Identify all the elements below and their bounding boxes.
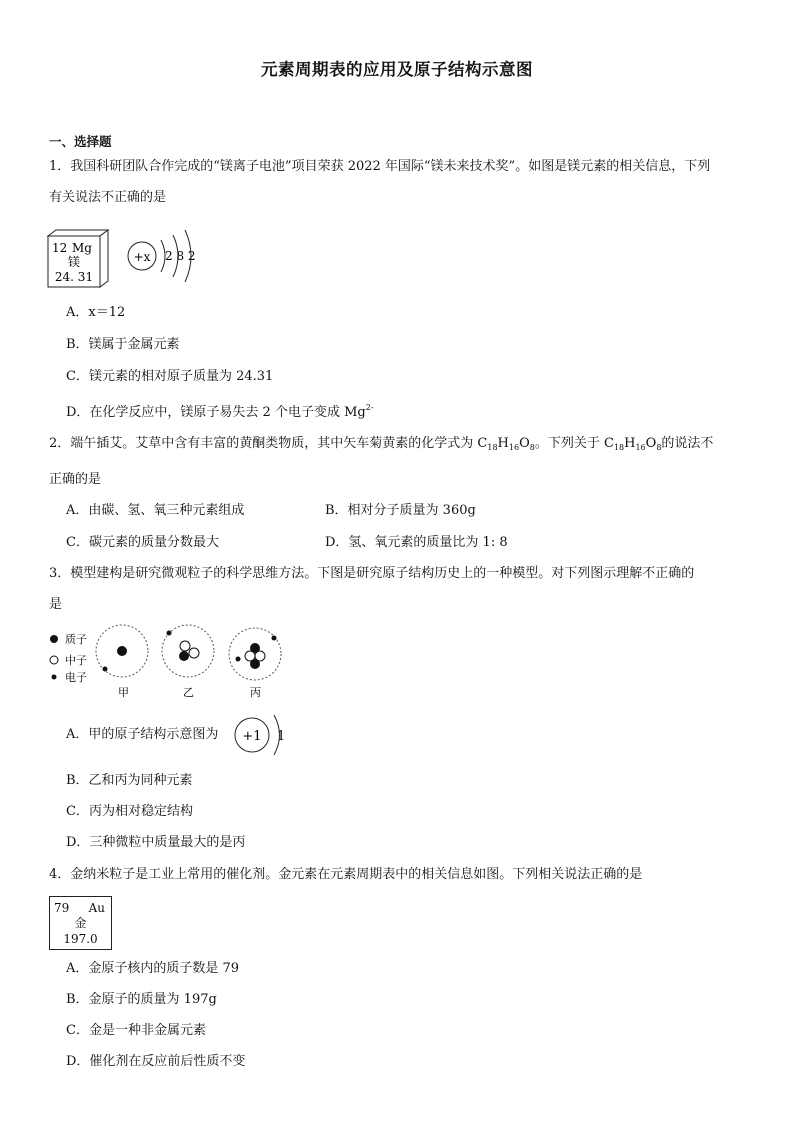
- yi-neutron: [180, 641, 190, 651]
- q4-option-a[interactable]: A．金原子核内的质子数是 79: [66, 961, 240, 976]
- label-bing: 丙: [250, 686, 261, 699]
- au-element-cell: [49, 896, 112, 950]
- yi-neutron: [189, 648, 199, 658]
- au-mass: 197.0: [63, 932, 98, 946]
- formula-h: H: [497, 436, 509, 451]
- au-atomic-number: 79: [54, 901, 70, 915]
- q1-stem-line1: 1．我国科研团队合作完成的“镁离子电池”项目荣获 2022 年国际“镁未来技术奖”。如图是镁元素的相关信息，下列: [49, 159, 711, 174]
- q3-option-d[interactable]: D．三种微粒中质量最大的是丙: [66, 835, 246, 850]
- q4-option-b[interactable]: B．金原子的质量为 197g: [66, 992, 217, 1007]
- q1-option-d-text: D．在化学反应中，镁原子易失去 2 个电子变成 Mg: [66, 405, 366, 420]
- bing-electron: [272, 636, 277, 641]
- q3-stem-line2: 是: [49, 597, 63, 612]
- formula-sub: 8: [656, 443, 662, 452]
- q2-stem-line2: 正确的是: [49, 472, 102, 487]
- formula-o: O: [519, 436, 530, 451]
- formula-h: H: [624, 436, 636, 451]
- au-symbol: Au: [88, 901, 105, 915]
- formula-sub: 16: [635, 443, 646, 452]
- label-yi: 乙: [183, 686, 194, 699]
- mg-symbol: Mg: [72, 241, 92, 255]
- mg-nucleus-label: +x: [133, 250, 151, 264]
- q4-option-c[interactable]: C．金是一种非金属元素: [66, 1023, 206, 1038]
- q2-stem-text: 2．端午插艾。艾草中含有丰富的黄酮类物质，其中矢车菊黄素的化学式为 C: [49, 436, 488, 451]
- hydrogen-structure-diagram: [231, 714, 291, 756]
- h-shell-electrons: 1: [277, 729, 286, 744]
- mg-name: 镁: [67, 255, 81, 269]
- yi-electron: [167, 631, 172, 636]
- legend-proton-label: 质子: [65, 633, 87, 646]
- q1-option-d-charge: 2-: [365, 403, 374, 412]
- formula-sub: 8: [529, 443, 535, 452]
- au-name: 金: [74, 916, 87, 930]
- legend-electron-marker: [52, 675, 57, 680]
- q2-option-b[interactable]: B．相对分子质量为 360g: [325, 503, 476, 518]
- bing-electron: [236, 657, 241, 662]
- formula-sub: 16: [508, 443, 520, 452]
- atom-models-figure: [46, 622, 296, 702]
- formula-o: O: [645, 436, 657, 451]
- q2-option-d[interactable]: D．氢、氧元素的质量比为 1: 8: [325, 535, 508, 550]
- q2-stem-line1: [49, 435, 713, 457]
- yi-proton: [179, 651, 189, 661]
- legend-neutron-label: 中子: [65, 654, 87, 667]
- q2-option-c[interactable]: C．碳元素的质量分数最大: [66, 535, 219, 550]
- q3-stem-line1: 3．模型建构是研究微观粒子的科学思维方法。下图是研究原子结构历史上的一种模型。对下列图示理解不正确的: [49, 566, 695, 581]
- legend-proton-marker: [50, 635, 58, 643]
- legend-neutron-marker: [50, 656, 58, 664]
- jia-electron: [103, 667, 108, 672]
- bing-proton: [250, 659, 260, 669]
- q1-option-a[interactable]: A．x＝12: [66, 305, 126, 320]
- q1-stem-line2: 有关说法不正确的是: [49, 190, 167, 205]
- jia-proton: [117, 646, 127, 656]
- q2-stem-text: 。下列关于 C: [534, 436, 614, 451]
- q3-option-a[interactable]: A．甲的原子结构示意图为: [66, 727, 219, 742]
- q1-option-b[interactable]: B．镁属于金属元素: [66, 337, 180, 352]
- legend-electron-label: 电子: [65, 671, 87, 684]
- mg-shell-electrons: 2 8 2: [165, 249, 196, 263]
- mg-mass: 24. 31: [54, 270, 94, 284]
- mg-element-cell: [46, 228, 110, 290]
- h-nucleus-label: +1: [242, 729, 262, 744]
- q3-option-c[interactable]: C．丙为相对稳定结构: [66, 804, 193, 819]
- formula-sub: 18: [487, 443, 498, 452]
- q1-option-c[interactable]: C．镁元素的相对原子质量为 24.31: [66, 369, 274, 384]
- q1-option-d[interactable]: [66, 399, 374, 422]
- label-jia: 甲: [118, 686, 129, 699]
- q4-stem: 4．金纳米粒子是工业上常用的催化剂。金元素在元素周期表中的相关信息如图。下列相关说法正确的是: [49, 867, 643, 882]
- q2-option-a[interactable]: A．由碳、氢、氧三种元素组成: [66, 503, 245, 518]
- mg-atomic-number: 12: [52, 241, 68, 255]
- mg-atom-structure-diagram: [125, 228, 210, 286]
- formula-sub: 18: [613, 443, 625, 452]
- section-heading: 一、选择题: [49, 134, 112, 149]
- q3-option-b[interactable]: B．乙和丙为同种元素: [66, 773, 193, 788]
- q2-stem-text: 的说法不: [661, 436, 714, 451]
- q4-option-d[interactable]: D．催化剂在反应前后性质不变: [66, 1054, 246, 1069]
- page-title: 元素周期表的应用及原子结构示意图: [261, 60, 533, 79]
